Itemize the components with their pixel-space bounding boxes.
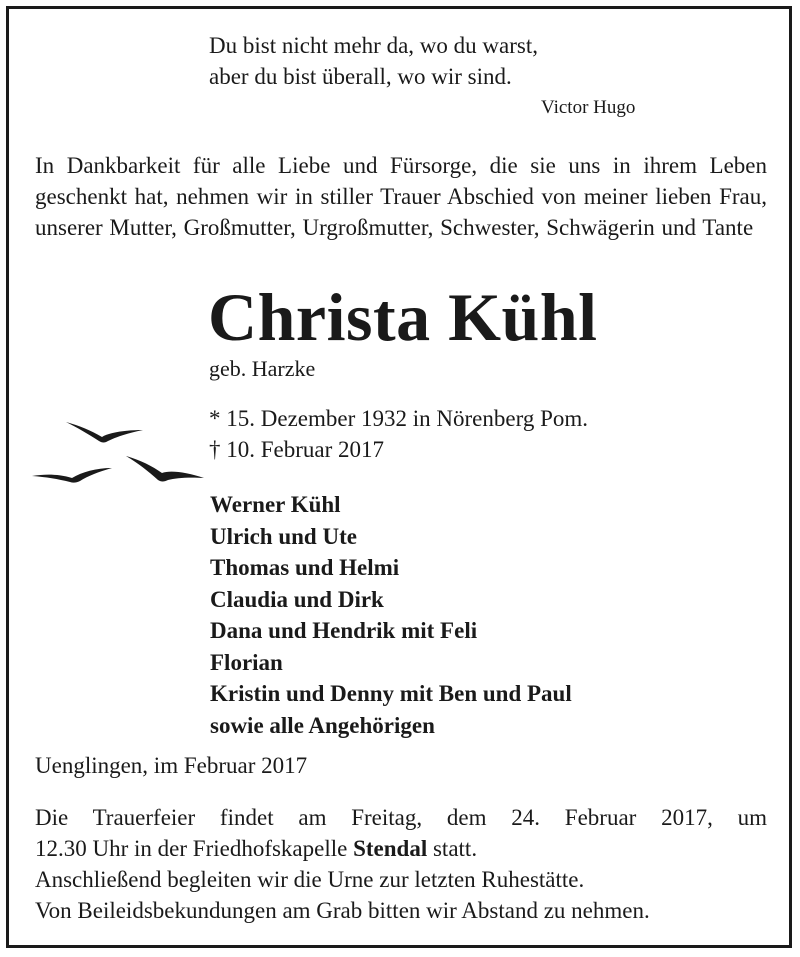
mourner-name: Dana und Hendrik mit Feli (210, 618, 478, 643)
mourner-name: Thomas und Helmi (210, 555, 400, 580)
funeral-line-2 (35, 833, 767, 864)
mourner-name: Florian (210, 649, 283, 675)
place-date: Uenglingen, im Februar 2017 (35, 753, 308, 778)
quote-author: Victor Hugo (541, 97, 636, 118)
birth-name: geb. Harzke (209, 356, 316, 381)
quote-line-2: aber du bist überall, wo wir sind. (209, 64, 512, 89)
mourner-name: Claudia und Dirk (210, 586, 384, 612)
intro-text: In Dankbarkeit für alle Liebe und Fürsorge, die sie uns in ihrem Leben geschenkt hat, nehmen wir in stiller Trauer Abschied von meiner lieben Frau, unserer Mutter, Großmutter, Urgroßmutter, Schwester, Schwägerin und Tante (35, 153, 767, 240)
bird-upper (66, 422, 143, 443)
mourner-name: Kristin und Denny mit Ben und Paul (210, 681, 572, 706)
funeral-line-3: Anschließend begleiten wir die Urne zur letzten Ruhestätte. (35, 867, 585, 892)
funeral-line-2-end: statt. (432, 836, 478, 861)
mourner-name: Ulrich und Ute (210, 523, 357, 549)
mourners-list (210, 489, 572, 741)
death-date: † 10. Februar 2017 (209, 437, 385, 462)
deceased-name: Christa Kühl (208, 279, 598, 355)
funeral-info (35, 802, 767, 926)
funeral-time-text: 12.30 Uhr in der Friedhofskapelle (35, 836, 348, 861)
funeral-line-1: Die Trauerfeier findet am Freitag, dem 24. Februar 2017, um (35, 805, 767, 830)
bird-lower-left (32, 468, 112, 483)
funeral-line-4: Von Beileidsbekundungen am Grab bitten wir Abstand zu nehmen. (35, 898, 650, 923)
mourner-name: Werner Kühl (210, 492, 341, 517)
quote-line-1: Du bist nicht mehr da, wo du warst, (209, 33, 538, 58)
birth-date: * 15. Dezember 1932 in Nörenberg Pom. (209, 406, 588, 431)
funeral-location: Stendal (353, 836, 428, 861)
flying-birds-icon (28, 410, 218, 490)
mourner-name: sowie alle Angehörigen (210, 712, 435, 738)
bird-right (126, 456, 204, 482)
